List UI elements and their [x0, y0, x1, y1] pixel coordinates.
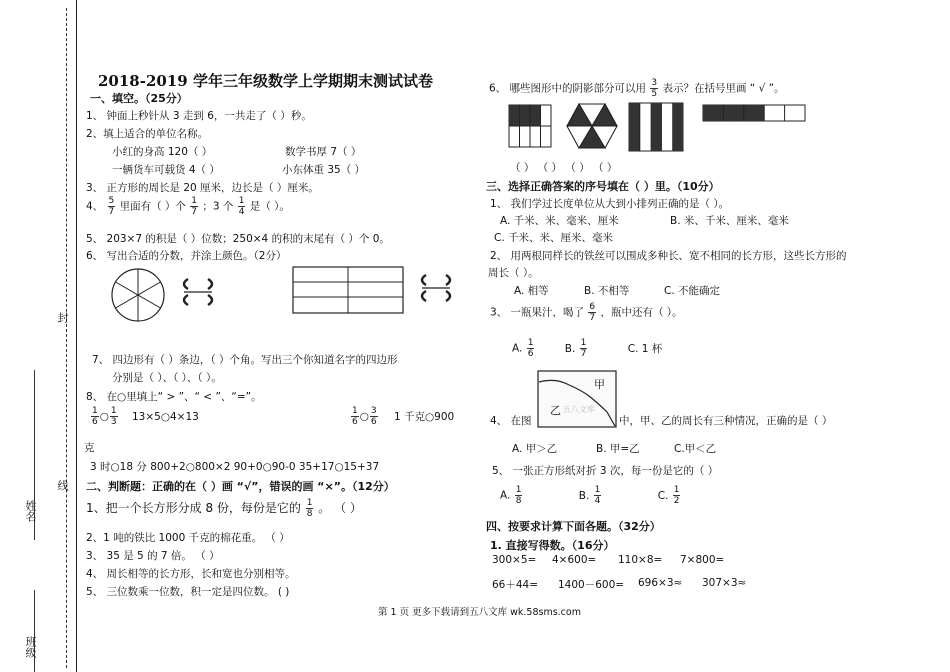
fill-q7-line2: 分别是（ ）、（ ）、（ ）。: [112, 372, 222, 384]
fraction: [370, 406, 378, 427]
fraction: [306, 498, 314, 519]
fill-q2d: 小东体重 35（ ）: [282, 164, 366, 176]
judge-q2: 2、1 吨的铁比 1000 千克的棉花重。 （ ）: [86, 532, 290, 544]
section-3-heading: 三、选择正确答案的序号填在（ ）里。（10分）: [486, 180, 720, 193]
calc-item: 696×3≈: [638, 577, 683, 589]
fraction: [580, 338, 588, 359]
watermark-text: 五八文库: [563, 405, 595, 414]
fraction: [527, 338, 535, 359]
fraction: [515, 485, 523, 506]
q8-expr2: 1 千克○900: [393, 410, 455, 423]
option-a: A.: [512, 342, 523, 355]
option-b: B.: [578, 489, 590, 502]
calc-item: 4×600=: [552, 554, 597, 566]
fill-q6-right: [489, 78, 785, 99]
choice-q1-c: C. 千米、米、厘米、毫米: [494, 232, 614, 244]
fill-q8-unit: 克: [84, 442, 95, 454]
judge-q4: 4、 周长相等的长方形，长和宽也分别相等。: [86, 568, 296, 580]
grid-figure: [508, 104, 552, 148]
binding-dashed-line: [66, 8, 67, 668]
fraction: [650, 78, 658, 99]
choice-q5: 5、 一张正方形纸对折 3 次，每一份是它的（ ）: [492, 465, 719, 477]
choice-q5-options: [500, 485, 681, 506]
q4-mid1: 里面有（ ）个: [119, 200, 186, 213]
name-label: 姓名: [24, 500, 37, 522]
numerator: 1: [238, 196, 245, 206]
numerator: 5: [108, 196, 115, 206]
fill-q2b: 数学书厚 7（ ）: [285, 146, 362, 158]
denominator: 6: [527, 349, 534, 359]
denominator: 7: [580, 349, 587, 359]
class-underline: [34, 590, 35, 672]
fill-q8-row1b: $\frac{1}{6}$ ○ $\frac{3}{6}$ 1 千克○900: [352, 406, 455, 427]
fraction: [594, 485, 602, 506]
label-jia: 甲: [594, 378, 605, 391]
section-1-heading: 一、填空。（25分）: [90, 92, 188, 105]
c3-suffix: ，瓶中还有（ ）。: [600, 306, 683, 319]
calc-item: 66＋44=: [492, 579, 539, 591]
judge-q1: [86, 498, 362, 519]
choice-q2-b: B. 不相等: [584, 285, 630, 297]
numerator: 1: [191, 196, 198, 206]
fraction-blank-bracket: [416, 272, 456, 304]
numerator: 1: [580, 338, 587, 348]
denominator: 5: [651, 89, 658, 99]
choice-q1-b: B. 米、千米、厘米、毫米: [670, 215, 789, 227]
fill-q4: [86, 196, 290, 217]
numerator: 3: [370, 406, 377, 416]
choice-q2-line1: 2、 用两根同样长的铁丝可以围成多种长、宽不相同的长方形，这些长方形的: [490, 250, 847, 262]
fraction: [673, 485, 681, 506]
choice-q1-a: A. 千米、米、毫米、厘米: [500, 215, 619, 227]
fill-q1: 1、 钟面上秒针从 3 走到 6，一共走了（ ）秒。: [86, 110, 312, 122]
page-footer: 第 1 页 更多下载请到五八文库 wk.58sms.com: [378, 607, 581, 618]
denominator: 6: [92, 417, 98, 427]
page-title: 2018-2019 学年三年级数学上学期期末测试试卷: [98, 72, 433, 90]
choice-q4-b: B. 甲=乙: [596, 443, 640, 455]
numerator: 1: [515, 485, 522, 495]
fraction: [110, 406, 118, 427]
numerator: 1: [110, 406, 117, 416]
choice-q4-tail: 中，甲、乙的周长有三种情况，正确的是（ ）: [619, 415, 833, 427]
option-c: C.: [657, 489, 669, 502]
calc-item: 1400－600=: [558, 579, 625, 591]
choice-q3-options: [512, 338, 662, 359]
seal-label: 封: [56, 312, 69, 323]
choice-q1: 1、 我们学过长度单位从大到小排列正确的是（ ）。: [490, 198, 730, 210]
numerator: 3: [651, 78, 658, 88]
option-a: A.: [500, 489, 511, 502]
calc-item: 7×800=: [680, 554, 725, 566]
option-c: C. 1 杯: [627, 342, 663, 355]
section-4-heading: 四、按要求计算下面各题。（32分）: [486, 520, 661, 533]
fraction: [238, 196, 246, 217]
numerator: 1: [527, 338, 534, 348]
choice-q2-a: A. 相等: [514, 285, 549, 297]
j1-tail: 。 （ ）: [318, 501, 362, 515]
judge-q5: 5、 三位数乘一位数，积一定是四位数。 ( ): [86, 586, 290, 598]
calc-item: 307×3≈: [702, 577, 747, 589]
fill-q2: 2、填上适合的单位名称。: [86, 128, 209, 140]
class-label: 班级: [24, 636, 37, 658]
fraction: [91, 406, 99, 427]
fill-q7-line1: 7、 四边形有（ ）条边，（ ）个角。写出三个你知道名字的四边形: [92, 354, 398, 366]
numerator: 1: [594, 485, 601, 495]
choice-q2-line2: 周长（ ）。: [488, 267, 539, 279]
judge-q3: 3、 35 是 5 的 7 倍。 （ ）: [86, 550, 220, 562]
numerator: 1: [92, 406, 98, 416]
calc-item: 110×8=: [618, 554, 663, 566]
q4-suffix: 是（ ）。: [249, 200, 290, 213]
fill-q2a: 小红的身高 120（ ）: [112, 146, 213, 158]
denominator: 4: [594, 496, 601, 506]
denominator: 6: [352, 417, 358, 427]
choice-q4-a: A. 甲＞乙: [512, 443, 558, 455]
binding-solid-line: [76, 0, 77, 672]
denominator: 7: [191, 207, 198, 217]
j1-text: 1、把一个长方形分成 8 份，每份是它的: [86, 501, 301, 515]
fraction: [588, 302, 596, 323]
numerator: 1: [352, 406, 358, 416]
label-yi: 乙: [550, 404, 561, 417]
numerator: 1: [673, 485, 680, 495]
calc-item: 300×5=: [492, 554, 537, 566]
q6-prefix: 6、 哪些图形中的阴影部分可以用: [489, 82, 647, 95]
fill-q6: 6、 写出合适的分数，并涂上颜色。（2分）: [86, 250, 287, 262]
choice-q3: [490, 302, 683, 323]
denominator: 2: [673, 496, 680, 506]
strip-figure: [702, 104, 806, 122]
fill-q8-row1: $\frac{1}{6}$ ○ $\frac{1}{3}$ 13×5○4×13: [92, 406, 199, 427]
fraction: [190, 196, 198, 217]
subsection-1-heading: 1. 直接写得数。（16分）: [490, 539, 615, 552]
numerator: 6: [589, 302, 596, 312]
fill-q2c: 一辆货车可载货 4（ ）: [112, 164, 220, 176]
fraction: [108, 196, 116, 217]
numerator: 1: [306, 498, 313, 508]
fill-q8-row2: 3 时○18 分 800+2○800×2 90+0○90-0 35+17○15+37: [90, 461, 380, 473]
q4-mid2: ；3 个: [202, 200, 234, 213]
fill-q3: 3、 正方形的周长是 20 厘米，边长是（ ）厘米。: [86, 182, 319, 194]
choice-q2-c: C. 不能确定: [664, 285, 721, 297]
choice-q4-lead: 4、 在图: [490, 415, 532, 427]
denominator: 4: [238, 207, 245, 217]
line-label: 线: [56, 480, 69, 491]
name-underline: [34, 370, 35, 540]
denominator: 8: [515, 496, 522, 506]
fraction-blank-bracket: [178, 276, 218, 308]
denominator: 8: [306, 509, 313, 519]
denominator: 6: [370, 417, 377, 427]
fill-q5: 5、 203×7 的积是（ ）位数；250×4 的积的末尾有（ ）个 0。: [86, 233, 390, 245]
rectangle-divided-figure: [292, 266, 404, 314]
q6-answer-parens: （ ） （ ） （ ） （ ）: [510, 162, 618, 174]
q4-prefix: 4、: [86, 200, 104, 213]
option-b: B.: [564, 342, 576, 355]
q8-expr1: 13×5○4×13: [131, 410, 199, 423]
jia-yi-figure: [537, 370, 617, 428]
hexagon-figure: [566, 102, 618, 150]
q6-suffix: 表示？在括号里画 “ √ ”。: [662, 82, 785, 95]
fill-q8: 8、 在○里填上“ > ”、“ < ”、“=”。: [86, 391, 262, 403]
denominator: 3: [110, 417, 117, 427]
choice-q4-c: C.甲＜乙: [674, 443, 717, 455]
circle-divided-figure: [108, 266, 168, 324]
denominator: 7: [589, 313, 596, 323]
c3-prefix: 3、 一瓶果汁，喝了: [490, 306, 585, 319]
bars-figure: [628, 102, 684, 152]
fraction: [351, 406, 359, 427]
denominator: 7: [108, 207, 115, 217]
section-2-heading: 二、判断题：正确的在（ ）画 “√”，错误的画 “×”。（12分）: [86, 480, 395, 493]
